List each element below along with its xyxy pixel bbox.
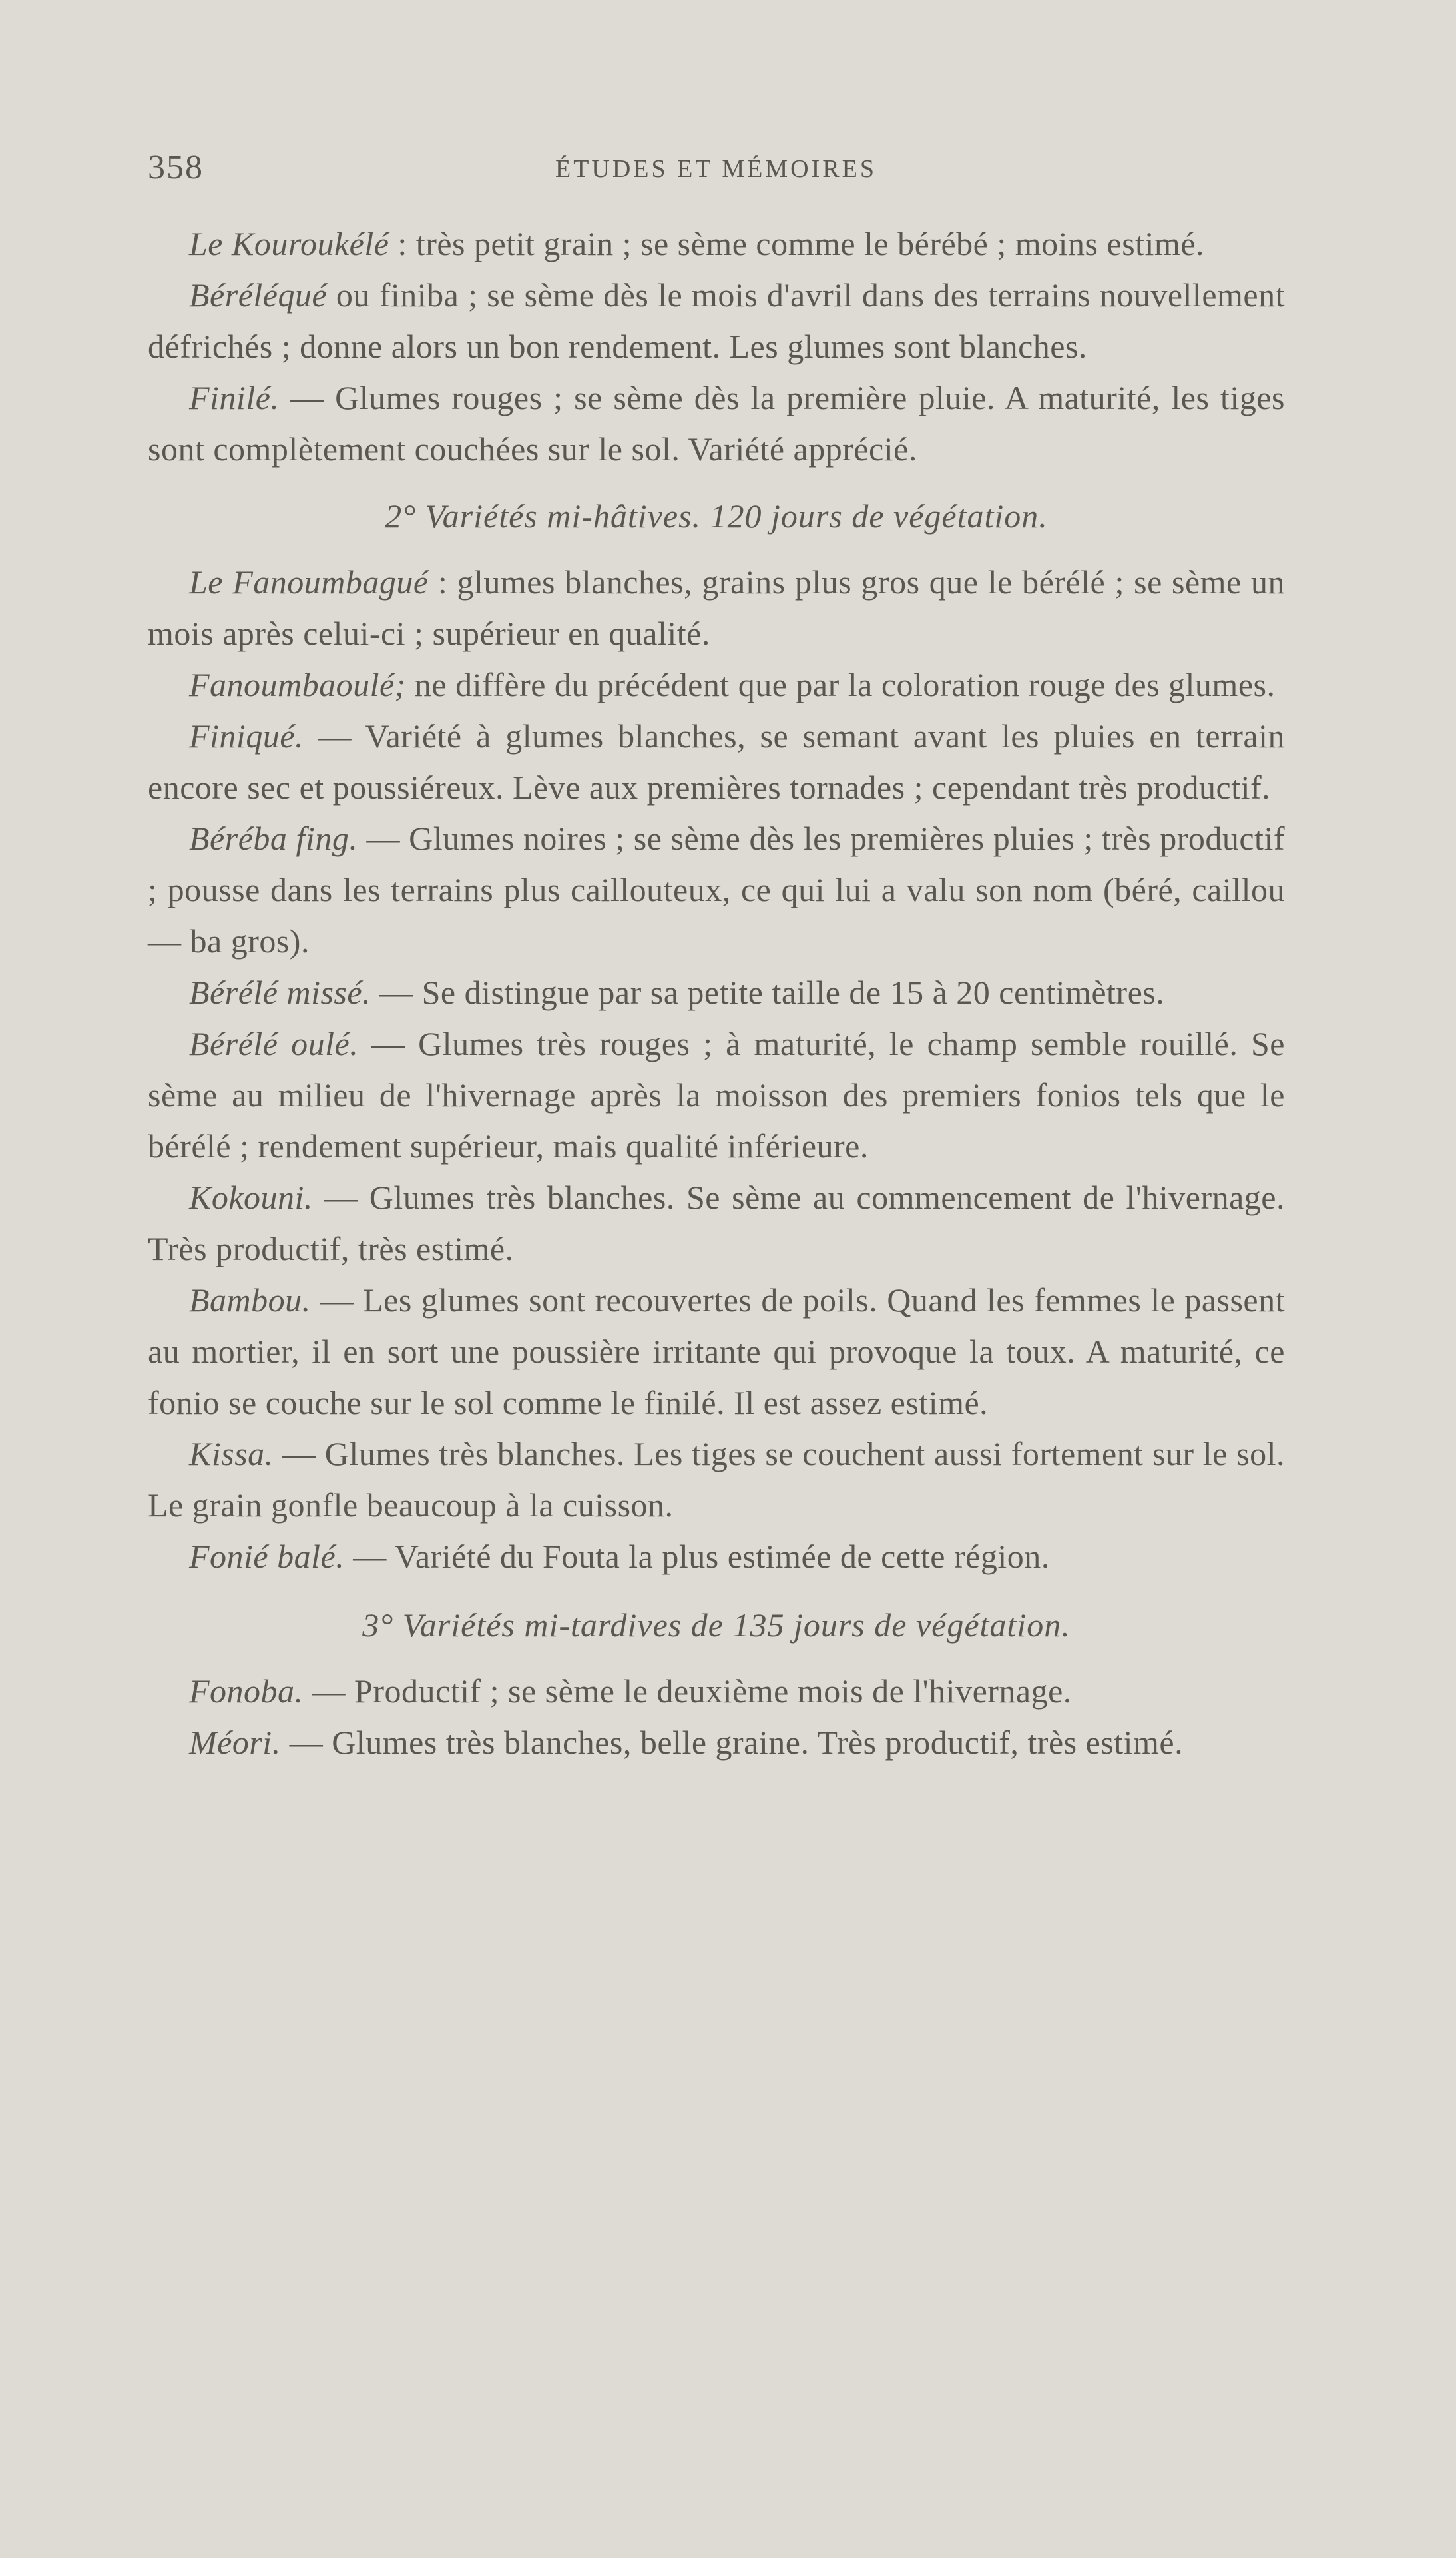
section-heading-mi-hatives	[148, 491, 1285, 542]
entry-berele-misse	[148, 967, 1285, 1018]
variety-description: — Glumes très rouges ; à maturité, le champ semble rouillé. Se sème au milieu de l'hivernage après la moisson des premiers fonios tels que le bérélé ; rendement supérieur, mais qualité inférieure.	[148, 1025, 1285, 1165]
entry-fonoba	[148, 1666, 1285, 1717]
entry-bereba-fing	[148, 813, 1285, 967]
variety-name: Le Fanoumbagué	[189, 563, 429, 601]
variety-description: — Glumes très blanches. Les tiges se couchent aussi fortement sur le sol. Le grain gonfle beaucoup à la cuisson.	[148, 1435, 1285, 1524]
variety-description: — Variété à glumes blanches, se semant avant les pluies en terrain encore sec et poussiéreux. Lève aux premières tornades ; cependant très productif.	[148, 717, 1285, 806]
entry-meori	[148, 1717, 1285, 1768]
entry-bambou	[148, 1275, 1285, 1429]
variety-name: Bérélé oulé.	[189, 1025, 359, 1062]
page-header	[148, 148, 1280, 188]
variety-name: Fonié balé.	[189, 1538, 345, 1575]
variety-name: Béréba fing.	[189, 820, 358, 857]
section-title: 3° Variétés mi-tardives de 135 jours de végétation.	[362, 1606, 1071, 1644]
variety-name: Bambou.	[189, 1281, 311, 1319]
variety-name: Kokouni.	[189, 1179, 313, 1216]
entry-fanoumbague	[148, 557, 1285, 659]
entry-berele-oule	[148, 1018, 1285, 1172]
variety-description: : glumes blanches, grains plus gros que le bérélé ; se sème un mois après celui-ci ; supérieur en qualité.	[148, 563, 1286, 652]
variety-description: — Variété du Fouta la plus estimée de cette région.	[344, 1538, 1050, 1575]
variety-description: — Glumes très blanches. Se sème au commencement de l'hivernage. Très productif, très estimé.	[148, 1179, 1285, 1267]
section-title: 2° Variétés mi-hâtives. 120 jours de végétation.	[385, 497, 1048, 535]
variety-name: Méori.	[189, 1724, 281, 1761]
running-head: ÉTUDES ET MÉMOIRES	[555, 155, 877, 183]
variety-name: Bérélé missé.	[189, 974, 371, 1011]
section-heading-mi-tardives	[148, 1600, 1285, 1651]
variety-description: — Les glumes sont recouvertes de poils. Quand les femmes le passent au mortier, il en sort une poussière irritante qui provoque la toux. A maturité, ce fonio se couche sur le sol comme le finilé. Il est assez estimé.	[148, 1281, 1285, 1421]
variety-description: ne diffère du précédent que par la coloration rouge des glumes.	[405, 666, 1276, 703]
variety-description: : très petit grain ; se sème comme le bérébé ; moins estimé.	[389, 225, 1205, 262]
variety-description: — Glumes très blanches, belle graine. Très productif, très estimé.	[280, 1724, 1184, 1761]
variety-name: Fonoba.	[189, 1672, 304, 1710]
entry-finile	[148, 372, 1285, 475]
variety-description: — Glumes rouges ; se sème dès la première pluie. A maturité, les tiges sont complètement couchées sur le sol. Variété apprécié.	[148, 379, 1285, 468]
page-number: 358	[148, 149, 204, 186]
variety-description: ou finiba ; se sème dès le mois d'avril dans des terrains nouvellement défrichés ; donne alors un bon rendement. Les glumes sont blanches.	[148, 276, 1285, 365]
entry-fanoumbaoule	[148, 659, 1285, 711]
variety-description: — Productif ; se sème le deuxième mois de l'hivernage.	[303, 1672, 1072, 1710]
entry-kissa	[148, 1429, 1285, 1531]
body-text	[148, 218, 1285, 1768]
variety-name: Finilé.	[189, 379, 280, 416]
entry-berelegue	[148, 270, 1285, 372]
entry-finigue	[148, 711, 1285, 813]
variety-name: Kissa.	[189, 1435, 274, 1472]
variety-description: — Glumes noires ; se sème dès les premières pluies ; très productif ; pousse dans les terrains plus caillouteux, ce qui lui a valu son nom (béré, caillou — ba gros).	[148, 820, 1285, 960]
entry-kokouni	[148, 1172, 1285, 1275]
variety-name: Fanoumbaoulé;	[189, 666, 406, 703]
entry-kouroukele	[148, 218, 1285, 270]
variety-name: Béréléqué	[189, 276, 328, 314]
entry-fonie-bale	[148, 1531, 1285, 1582]
variety-name: Le Kouroukélé	[189, 225, 389, 262]
variety-name: Finiqué.	[189, 717, 304, 755]
variety-description: — Se distingue par sa petite taille de 15 à 20 centimètres.	[371, 974, 1165, 1011]
